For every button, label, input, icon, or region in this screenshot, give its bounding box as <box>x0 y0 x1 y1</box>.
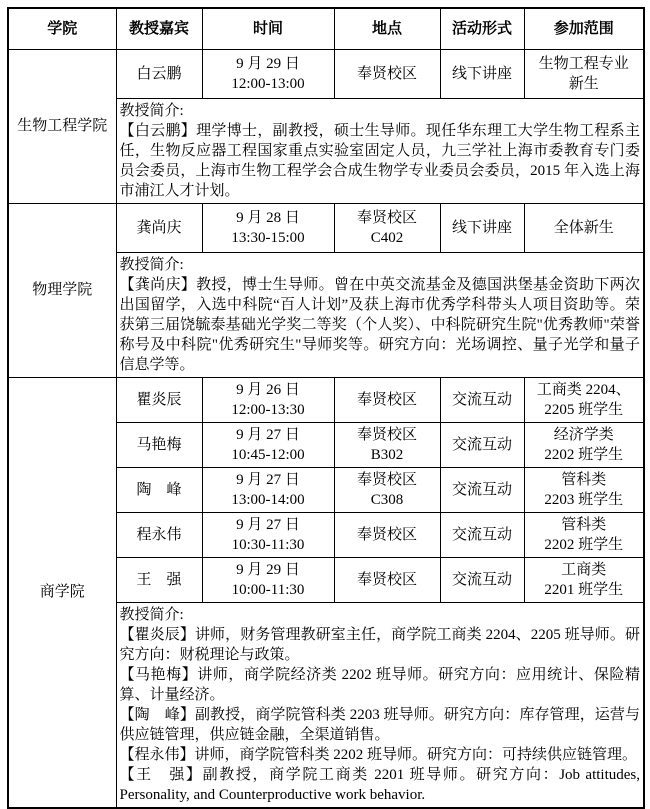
scope-line1: 经济学类 <box>553 426 614 443</box>
event-location <box>334 467 440 512</box>
header-format: 活动形式 <box>440 8 524 49</box>
guest-name: 白云鹏 <box>116 49 202 98</box>
event-hours: 13:30-15:00 <box>231 229 305 246</box>
event-row <box>8 49 644 98</box>
event-date: 9 月 27 日 <box>236 516 300 533</box>
campus: 奉贤校区 <box>356 426 417 443</box>
event-hours: 12:00-13:00 <box>231 75 305 92</box>
guest-name: 马艳梅 <box>116 422 202 467</box>
college-name: 生物工程学院 <box>8 49 116 203</box>
header-location: 地点 <box>334 8 440 49</box>
event-location: 奉贤校区 <box>334 557 440 602</box>
bio-paragraph: 【陶 峰】副教授，商学院管科类 2203 班导师。研究方向：库存管理，运营与供应链管理，供应链金融，全渠道销售。 <box>119 706 640 743</box>
bio-title: 教授简介: <box>119 606 184 623</box>
header-scope: 参加范围 <box>524 8 644 49</box>
scope-line1: 工商类 <box>561 561 607 578</box>
event-location: 奉贤校区 <box>334 377 440 422</box>
participation-scope <box>524 49 644 98</box>
scope-line1: 生物工程专业 <box>538 55 629 72</box>
college-name: 物理学院 <box>8 203 116 377</box>
schedule-table <box>7 7 645 809</box>
participation-scope <box>524 512 644 557</box>
header-time: 时间 <box>202 8 334 49</box>
activity-format: 交流互动 <box>440 512 524 557</box>
college-name: 商学院 <box>8 377 116 808</box>
bio-cell <box>116 252 644 377</box>
header-row <box>8 8 644 49</box>
room: C402 <box>370 229 404 246</box>
guest-name: 陶 峰 <box>116 467 202 512</box>
event-time <box>202 467 334 512</box>
event-date: 9 月 26 日 <box>236 381 300 398</box>
room: B302 <box>370 446 404 463</box>
bio-paragraph: 【王 强】副教授，商学院工商类 2201 班导师。研究方向：Job attitudes, Personality, and Counterproductive work behavior. <box>119 766 640 803</box>
bio-cell <box>116 98 644 203</box>
participation-scope <box>524 557 644 602</box>
bio-paragraph: 【瞿炎辰】讲师，财务管理教研室主任，商学院工商类 2204、2205 班导师。研究方向：财税理论与政策。 <box>119 626 640 663</box>
event-hours: 10:45-12:00 <box>231 446 305 463</box>
event-row <box>8 203 644 252</box>
event-time <box>202 422 334 467</box>
scope-line1: 工商类 2204、 <box>536 381 631 398</box>
header-college: 学院 <box>8 8 116 49</box>
participation-scope: 全体新生 <box>524 203 644 252</box>
activity-format: 线下讲座 <box>440 203 524 252</box>
scope-line1: 管科类 <box>561 471 607 488</box>
event-date: 9 月 27 日 <box>236 471 300 488</box>
event-time <box>202 49 334 98</box>
bio-paragraph: 【龚尚庆】教授，博士生导师。曾在中英交流基金及德国洪堡基金资助下两次出国留学，入选中科院“百人计划”及获上海市优秀学科带头人项目资助等。荣获第三届饶毓泰基础光学奖二等奖（个人奖）、中科院研究生院"优秀教师"荣誉称号及中科院"优秀研究生"导师奖等。研究方向：光场调控、量子光学和量子信息学等。 <box>119 276 640 373</box>
event-row <box>8 377 644 422</box>
bio-title: 教授简介: <box>119 256 184 273</box>
event-hours: 10:00-11:30 <box>231 581 305 598</box>
event-time <box>202 557 334 602</box>
scope-line2: 2202 班学生 <box>544 446 624 463</box>
guest-name: 王 强 <box>116 557 202 602</box>
event-location: 奉贤校区 <box>334 49 440 98</box>
bio-title: 教授简介: <box>119 102 184 119</box>
event-time <box>202 512 334 557</box>
guest-name: 程永伟 <box>116 512 202 557</box>
participation-scope <box>524 422 644 467</box>
campus: 奉贤校区 <box>356 209 417 226</box>
bio-paragraph: 【程永伟】讲师，商学院管科类 2202 班导师。研究方向：可持续供应链管理。 <box>119 746 638 763</box>
event-date: 9 月 28 日 <box>236 209 300 226</box>
header-guest: 教授嘉宾 <box>116 8 202 49</box>
activity-format: 线下讲座 <box>440 49 524 98</box>
scope-line2: 2202 班学生 <box>544 536 624 553</box>
participation-scope <box>524 377 644 422</box>
event-time <box>202 377 334 422</box>
event-time <box>202 203 334 252</box>
event-location <box>334 203 440 252</box>
scope-line2: 2201 班学生 <box>544 581 624 598</box>
bio-cell <box>116 602 644 808</box>
activity-format: 交流互动 <box>440 377 524 422</box>
event-date: 9 月 27 日 <box>236 426 300 443</box>
room: C308 <box>370 491 404 508</box>
scope-line1: 管科类 <box>561 516 607 533</box>
guest-name: 龚尚庆 <box>116 203 202 252</box>
activity-format: 交流互动 <box>440 422 524 467</box>
scope-line2: 2203 班学生 <box>544 491 624 508</box>
scope-line2: 2205 班学生 <box>544 401 624 418</box>
bio-paragraph: 【马艳梅】讲师，商学院经济类 2202 班导师。研究方向：应用统计、保险精算、计量经济。 <box>119 666 640 703</box>
event-date: 9 月 29 日 <box>236 561 300 578</box>
activity-format: 交流互动 <box>440 467 524 512</box>
event-hours: 12:00-13:30 <box>231 401 305 418</box>
guest-name: 瞿炎辰 <box>116 377 202 422</box>
event-hours: 10:30-11:30 <box>231 536 305 553</box>
event-date: 9 月 29 日 <box>236 55 300 72</box>
campus: 奉贤校区 <box>356 471 417 488</box>
bio-paragraph: 【白云鹏】理学博士，副教授，硕士生导师。现任华东理工大学生物工程系主任，生物反应器工程国家重点实验室固定人员，九三学社上海市委教育专门委员会委员，上海市生物工程学会合成生物学专业委员会委员，2015 年入选上海市浦江人才计划。 <box>119 122 640 199</box>
scope-line2: 新生 <box>568 75 599 92</box>
event-hours: 13:00-14:00 <box>231 491 305 508</box>
participation-scope <box>524 467 644 512</box>
event-location: 奉贤校区 <box>334 512 440 557</box>
activity-format: 交流互动 <box>440 557 524 602</box>
event-location <box>334 422 440 467</box>
